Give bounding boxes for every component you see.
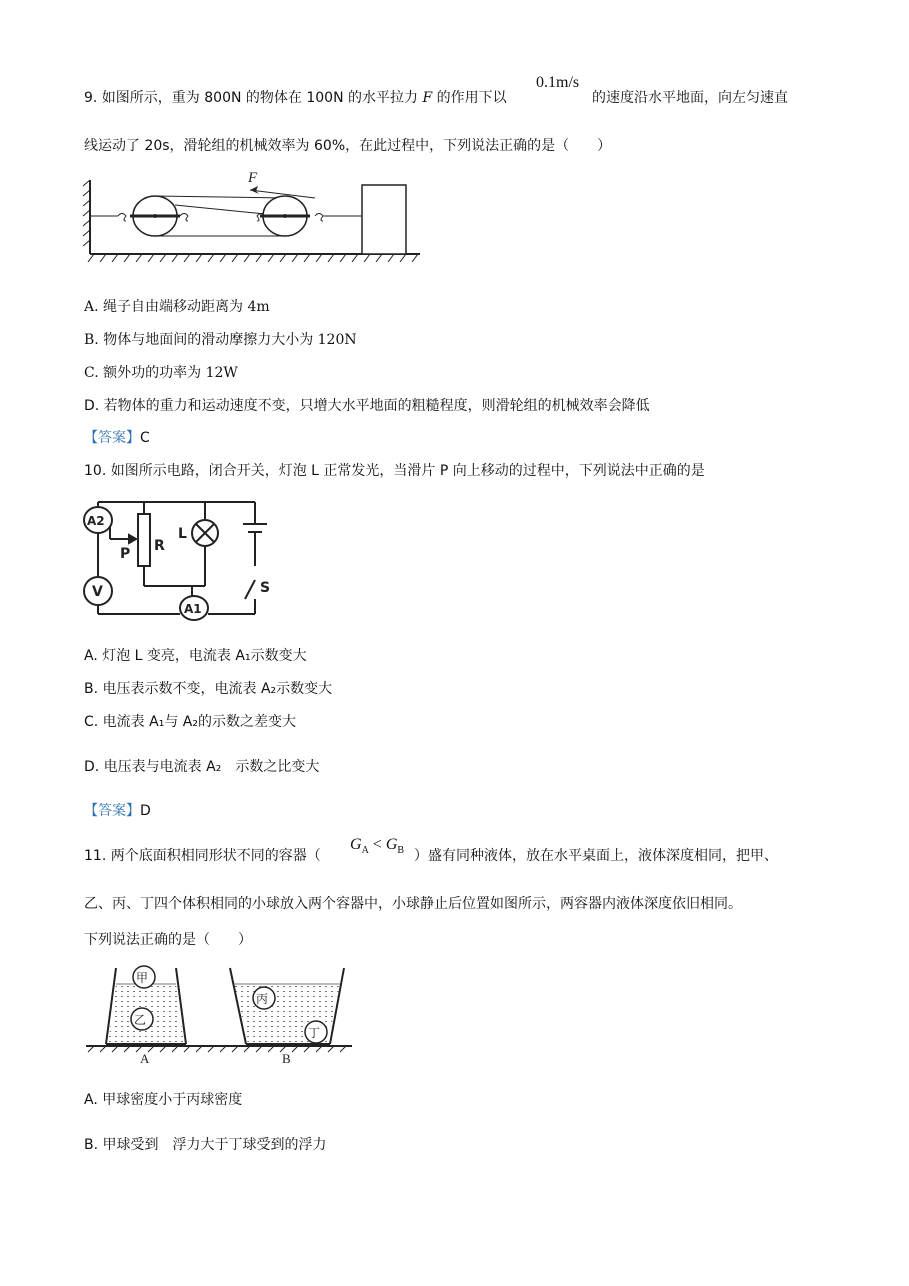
q9-answer-value: C	[140, 430, 150, 446]
q9-stem-part-a: 9. 如图所示，重为 800N 的物体在 100N 的水平拉力	[84, 90, 423, 106]
q11-ball-jia-label: 甲	[136, 971, 149, 985]
q9-fig-force-label: F	[248, 172, 258, 186]
q10-option-a: A. 灯泡 L 变亮，电流表 A₁示数变大	[84, 648, 307, 664]
q10-option-d: D. 电压表与电流表 A₂ 示数之比变大	[84, 759, 320, 775]
q11-weight-comparison	[350, 836, 404, 856]
q11-stem-line3: 下列说法正确的是（ ）	[84, 932, 252, 948]
q10-stem: 10. 如图所示电路，闭合开关，灯泡 L 正常发光，当滑片 P 向上移动的过程中，下列说法中正确的是	[84, 463, 705, 479]
q10-option-c: C. 电流表 A₁与 A₂的示数之差变大	[84, 714, 296, 730]
q11-container-a-label: A	[140, 1051, 150, 1064]
q11-stem-part-b: ）盛有同种液体，放在水平桌面上，液体深度相同，把甲、	[414, 848, 778, 864]
q11-option-a: A. 甲球密度小于丙球密度	[84, 1092, 243, 1108]
q11-container-b-label: B	[282, 1051, 291, 1064]
q11-gb-symbol: G	[385, 836, 398, 853]
q9-option-c: C. 额外功的功率为 12W	[84, 365, 238, 381]
q10-voltmeter-label: V	[92, 584, 103, 600]
q9-speed-value: 0.1m/s	[536, 74, 580, 91]
q9-answer	[84, 429, 150, 447]
q11-containers-diagram	[84, 964, 364, 1064]
q9-stem-line2: 线运动了 20s，滑轮组的机械效率为 60%，在此过程中，下列说法正确的是（ ）	[84, 138, 612, 154]
q10-option-b: B. 电压表示数不变，电流表 A₂示数变大	[84, 681, 333, 697]
q11-less-than: <	[372, 836, 382, 853]
q11-stem-part-a: 11. 两个底面积相同形状不同的容器（	[84, 848, 321, 864]
q11-ga-subscript: A	[361, 845, 369, 857]
q11-ball-bing-label: 丙	[256, 992, 269, 1006]
q10-ammeter-a1-label: A1	[184, 602, 202, 616]
q10-rheostat-r-label: R	[154, 538, 165, 554]
q10-answer-value: D	[140, 803, 151, 819]
q10-circuit-diagram	[80, 494, 280, 624]
q11-stem-line2: 乙、丙、丁四个体积相同的小球放入两个容器中，小球静止后位置如图所示，两容器内液体深度依旧相同。	[84, 896, 742, 912]
q11-gb-subscript: B	[397, 845, 405, 857]
q9-stem-line1	[84, 89, 507, 107]
q10-answer	[84, 802, 151, 820]
q11-option-b: B. 甲球受到 浮力大于丁球受到的浮力	[84, 1137, 327, 1153]
q11-ball-ding-label: 丁	[308, 1026, 321, 1040]
q10-answer-label: 【答案】	[84, 803, 140, 819]
q10-switch-s-label: S	[260, 580, 271, 596]
q11-ball-yi-label: 乙	[134, 1013, 147, 1027]
q9-force-symbol: F	[422, 90, 433, 106]
q11-ga-symbol: G	[350, 836, 362, 853]
q9-option-a: A. 绳子自由端移动距离为 4m	[84, 299, 270, 315]
q9-pulley-diagram	[80, 172, 430, 262]
q10-slider-p-label: P	[120, 546, 131, 562]
q9-option-b: B. 物体与地面间的滑动摩擦力大小为 120N	[84, 332, 357, 348]
q9-stem-part-b: 的作用下以	[432, 90, 507, 106]
q9-answer-label: 【答案】	[84, 430, 140, 446]
q9-option-d: D. 若物体的重力和运动速度不变，只增大水平地面的粗糙程度，则滑轮组的机械效率会降低	[84, 398, 650, 414]
q10-lamp-l-label: L	[178, 526, 187, 542]
q9-stem-part-c: 的速度沿水平地面，向左匀速直	[592, 90, 788, 106]
q10-ammeter-a2-label: A2	[87, 514, 105, 528]
